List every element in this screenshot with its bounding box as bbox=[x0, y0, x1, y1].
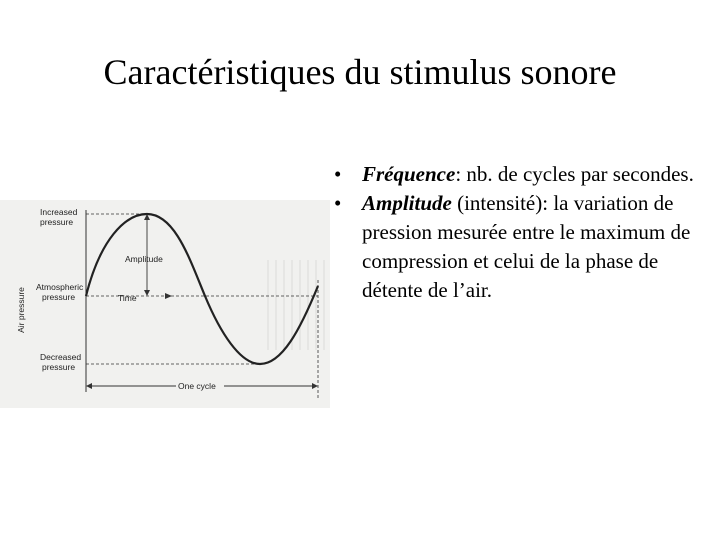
atmospheric-pressure-label-1: Atmospheric bbox=[36, 282, 84, 292]
figure-background bbox=[0, 200, 330, 408]
bullet-marker: • bbox=[334, 162, 342, 186]
bullet-frequency bbox=[334, 160, 704, 189]
term-amplitude: Amplitude bbox=[362, 191, 452, 215]
bullet-amplitude bbox=[334, 189, 704, 305]
amplitude-label: Amplitude bbox=[125, 254, 163, 264]
cycle-label: One cycle bbox=[178, 381, 216, 391]
y-axis-label: Air pressure bbox=[16, 287, 26, 333]
bullet-list bbox=[334, 160, 704, 305]
bullet-marker: • bbox=[334, 191, 342, 215]
sound-wave-figure bbox=[0, 200, 330, 408]
term-frequency: Fréquence bbox=[362, 162, 456, 186]
decreased-pressure-label-1: Decreased bbox=[40, 352, 82, 362]
atmospheric-pressure-label-2: pressure bbox=[42, 292, 76, 302]
decreased-pressure-label-2: pressure bbox=[42, 362, 76, 372]
increased-pressure-label-2: pressure bbox=[40, 217, 74, 227]
slide-title: Caractéristiques du stimulus sonore bbox=[103, 52, 617, 92]
qualifier-amplitude: (intensité) bbox=[451, 191, 543, 215]
increased-pressure-label-1: Increased bbox=[40, 207, 78, 217]
definition-amplitude: : la variation de pression mesurée entre le maximum de compression et celui de la phase de détente de l’air. bbox=[362, 191, 691, 302]
definition-frequency: : nb. de cycles par secondes. bbox=[455, 162, 694, 186]
time-label: Time bbox=[118, 293, 137, 303]
sound-wave-diagram bbox=[0, 200, 330, 408]
